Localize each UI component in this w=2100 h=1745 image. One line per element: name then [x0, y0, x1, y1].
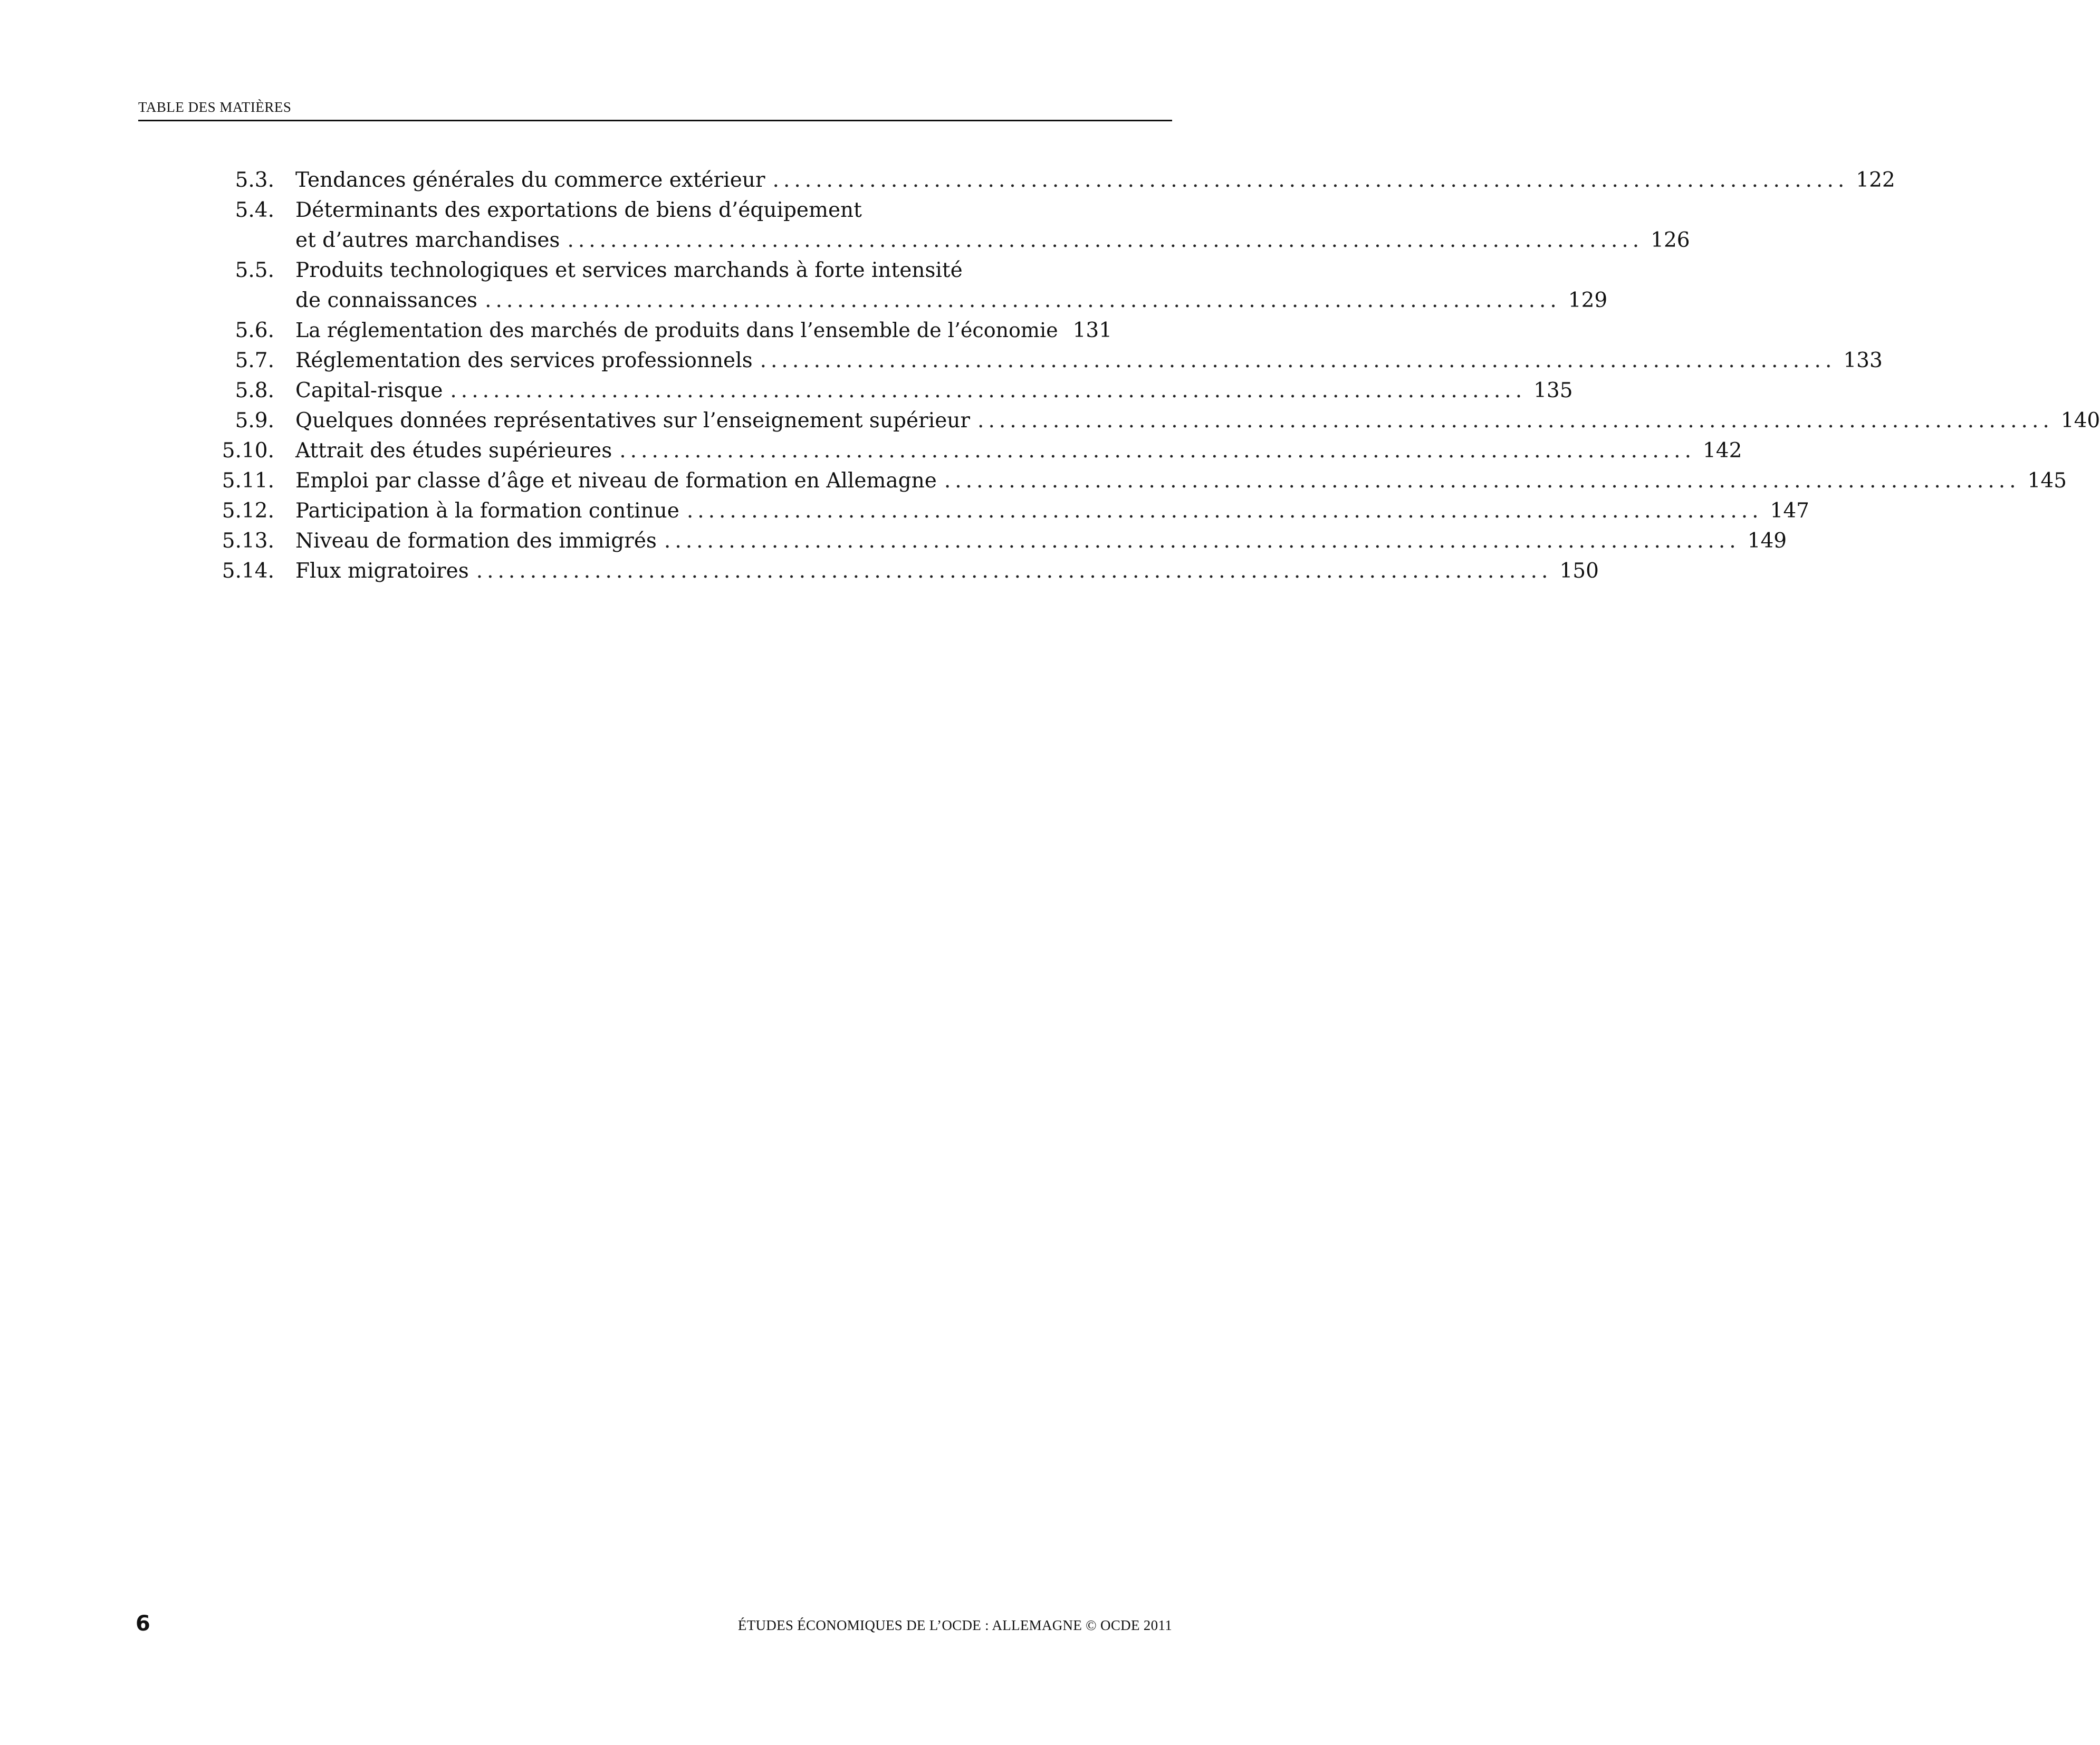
toc-entry-number: 5.11. [222, 469, 274, 493]
toc-entry[interactable] [200, 255, 1608, 315]
toc-entry-title: Quelques données représentatives sur l’enseignement supérieur [295, 409, 971, 433]
toc-entry-page: 122 [1856, 168, 1895, 192]
dot-leader: .................................................................................................... [619, 439, 1695, 463]
toc-entry-number: 5.5. [235, 258, 274, 282]
toc-entry-page: 131 [1072, 319, 1113, 342]
toc-entry-number: 5.10. [222, 439, 274, 463]
toc-entry-page: 147 [1770, 499, 1809, 523]
toc-entry-page: 133 [1843, 349, 1883, 372]
toc-entry-title: Niveau de formation des immigrés [295, 529, 657, 553]
toc-entry-title: Emploi par classe d’âge et niveau de formation en Allemagne [295, 469, 937, 493]
dot-leader: .................................................................................................... [450, 379, 1527, 402]
toc-entry-title: Flux migratoires [295, 559, 469, 583]
publication-footer: ÉTUDES ÉCONOMIQUES DE L’OCDE : ALLEMAGNE © OCDE 2011 [737, 1617, 1172, 1633]
dot-leader: .................................................................................................... [772, 168, 1849, 192]
toc-entry-number: 5.6. [235, 319, 274, 342]
header-rule [138, 120, 1172, 121]
toc-entry[interactable] [200, 406, 2100, 436]
dot-leader: .................................................................................................... [686, 499, 1763, 523]
toc-entry[interactable] [200, 376, 1573, 406]
toc-entry-number: 5.8. [235, 379, 274, 402]
table-of-contents [200, 165, 2100, 586]
dot-leader: .................................................................................................... [476, 559, 1552, 583]
toc-entry-page: 149 [1747, 529, 1787, 553]
toc-entry-page: 145 [2027, 469, 2067, 493]
toc-entry[interactable] [200, 466, 2067, 496]
dot-leader: .................................................................................................... [664, 529, 1740, 553]
dot-leader: .................................................................................................... [567, 228, 1644, 252]
toc-entry-title: Participation à la formation continue [295, 499, 679, 523]
running-header: TABLE DES MATIÈRES [138, 99, 292, 115]
toc-entry-page: 142 [1702, 439, 1742, 463]
toc-entry[interactable] [200, 526, 1787, 556]
toc-entry-page: 126 [1651, 228, 1690, 252]
page-number: 6 [136, 1612, 150, 1636]
toc-entry-title: Produits technologiques et services marchands à forte intensité [295, 258, 963, 282]
toc-entry-title-continuation: de connaissances [295, 289, 478, 312]
dot-leader: .................................................................................................... [944, 469, 2020, 493]
dot-leader: .................................................................................................... [977, 409, 2054, 433]
toc-entry-number: 5.3. [235, 168, 274, 192]
toc-entry-title: Déterminants des exportations de biens d’équipement [295, 198, 862, 222]
dot-leader: .................................................................................................... [485, 289, 1561, 312]
toc-entry[interactable] [200, 315, 1113, 346]
toc-entry-number: 5.12. [222, 499, 274, 523]
toc-entry-number: 5.7. [235, 349, 274, 372]
toc-entry-title: Tendances générales du commerce extérieur [295, 168, 765, 192]
toc-entry-title: Capital-risque [295, 379, 443, 402]
toc-entry-number: 5.14. [222, 559, 274, 583]
toc-entry-number: 5.9. [235, 409, 274, 433]
toc-entry[interactable] [200, 165, 1895, 195]
toc-entry-page: 135 [1533, 379, 1573, 402]
toc-entry[interactable] [200, 496, 1809, 526]
toc-entry[interactable] [200, 346, 1883, 376]
toc-entry[interactable] [200, 556, 1599, 586]
toc-entry-number: 5.4. [235, 198, 274, 222]
dot-leader: .................................................................................................... [760, 349, 1836, 372]
toc-entry-title: La réglementation des marchés de produits dans l’ensemble de l’économie [295, 319, 1058, 342]
toc-entry-title: Réglementation des services professionnels [295, 349, 753, 372]
toc-entry-page: 129 [1568, 289, 1608, 312]
toc-entry-title: Attrait des études supérieures [295, 439, 612, 463]
toc-entry-number: 5.13. [222, 529, 274, 553]
toc-entry[interactable] [200, 436, 1742, 466]
toc-entry-page: 140 [2060, 409, 2100, 433]
toc-entry-title-continuation: et d’autres marchandises [295, 228, 560, 252]
toc-entry[interactable] [200, 195, 1690, 255]
toc-entry-page: 150 [1559, 559, 1599, 583]
